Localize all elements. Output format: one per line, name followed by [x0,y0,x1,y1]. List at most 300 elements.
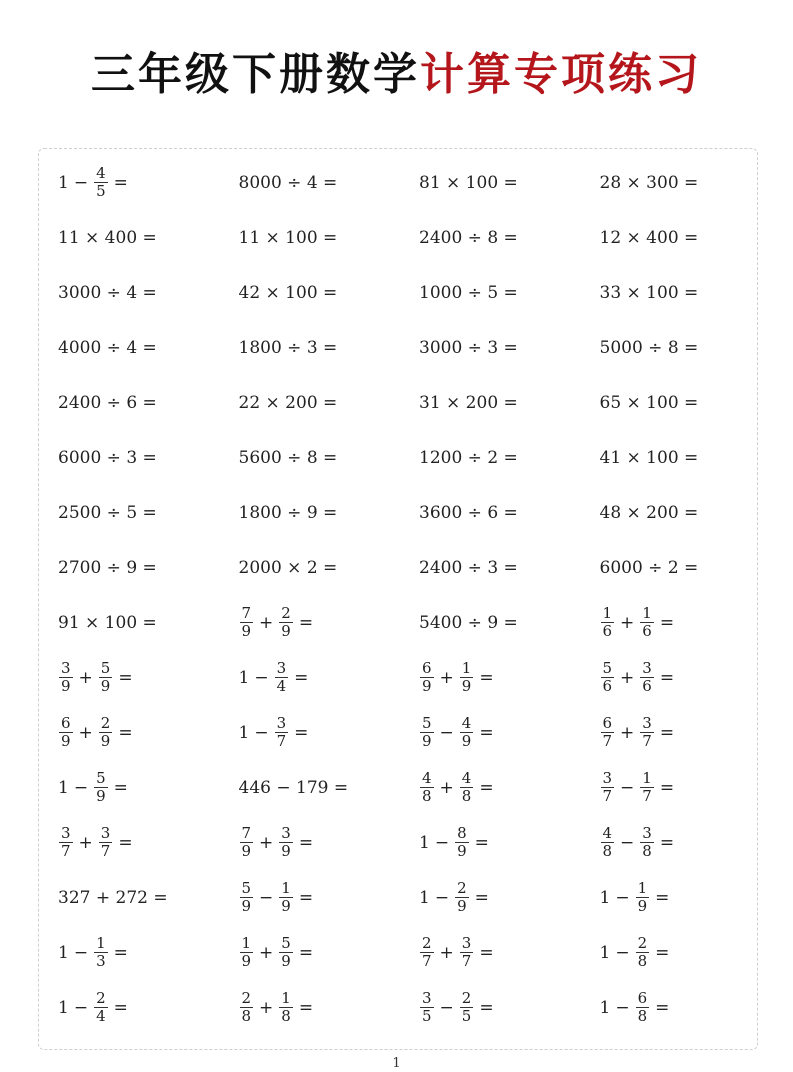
operator: + [620,612,635,633]
exercise-item [239,715,420,750]
operator: − [434,887,450,908]
denominator: 6 [642,622,652,640]
numerator: 2 [96,989,106,1007]
expression-text: 2500 ÷ 5 = [58,502,157,523]
fraction [99,825,113,860]
fraction [640,715,654,750]
fraction [460,770,474,805]
fraction [279,880,293,915]
denominator: 6 [602,677,613,695]
exercise-item [600,715,781,750]
denominator: 4 [276,677,287,695]
exercise-item [419,503,600,523]
expression-text: 5400 ÷ 9 = [419,612,518,633]
expression-text: 31 × 200 = [419,392,518,413]
fraction [240,605,254,640]
exercise-item [600,770,781,805]
expression-text: 3000 ÷ 3 = [419,337,518,358]
fraction [640,660,654,695]
exercise-row [58,540,778,595]
denominator: 5 [96,182,106,200]
fraction [636,880,650,915]
exercise-item [600,503,781,523]
denominator: 9 [457,842,467,860]
fraction [59,825,73,860]
exercise-item [58,935,239,970]
operator: − [73,942,89,963]
denominator: 7 [642,787,652,805]
fraction [94,165,108,200]
operator: = [118,832,133,853]
expression-text: 327 + 272 = [58,887,168,908]
operator: − [73,172,89,193]
exercise-item [419,393,600,413]
fraction [420,660,434,695]
numerator: 2 [100,714,111,732]
fraction [420,715,434,750]
exercise-item [58,613,239,633]
exercise-row [58,595,778,650]
denominator: 4 [96,1007,106,1025]
denominator: 7 [276,732,287,750]
exercise-item [58,283,239,303]
number: 1 [599,887,611,908]
operator: − [439,997,454,1018]
exercise-item [419,825,600,860]
operator: = [118,667,133,688]
expression-text: 1200 ÷ 2 = [419,447,518,468]
fraction [601,605,615,640]
denominator: 8 [241,1007,252,1025]
expression-text: 2700 ÷ 9 = [58,557,157,578]
denominator: 6 [642,677,652,695]
numerator: 1 [96,934,106,952]
fraction [460,990,474,1025]
exercise-item [600,880,781,915]
numerator: 2 [457,879,467,897]
numerator: 1 [281,879,291,897]
exercise-item [600,605,781,640]
fraction [99,660,113,695]
denominator: 9 [281,952,291,970]
numerator: 5 [96,769,106,787]
exercise-item [419,338,600,358]
numerator: 3 [61,659,71,677]
numerator: 1 [461,659,472,677]
numerator: 1 [642,769,652,787]
fraction [460,935,474,970]
fraction [460,660,474,695]
numerator: 3 [642,714,652,732]
fraction [94,935,108,970]
operator: + [620,722,635,743]
operator: − [73,777,89,798]
number: 1 [58,942,69,963]
operator: = [113,777,128,798]
exercise-item [239,228,420,248]
exercise-item [239,503,420,523]
exercise-item [419,283,600,303]
exercise-item [239,173,420,193]
number: 1 [58,997,69,1018]
exercise-item [239,660,420,695]
exercise-item [58,558,239,578]
exercise-item [58,448,239,468]
expression-text: 12 × 400 = [599,227,699,248]
operator: − [73,997,89,1018]
numerator: 5 [422,714,432,732]
expression-text: 42 × 100 = [238,282,338,303]
operator: − [620,777,635,798]
operator: − [615,887,630,908]
exercise-item [239,448,420,468]
title-black-part: 三年级下册数学 [91,49,420,100]
expression-text: 91 × 100 = [58,612,157,633]
operator: = [479,722,494,743]
fraction [279,605,293,640]
expression-text: 8000 ÷ 4 = [238,172,338,193]
expression-text: 2400 ÷ 8 = [419,227,518,248]
denominator: 7 [461,952,472,970]
exercise-item [600,228,781,248]
numerator: 2 [422,934,432,952]
exercise-row [58,815,778,870]
operator: − [620,832,635,853]
expression-text: 2000 × 2 = [238,557,338,578]
numerator: 4 [96,164,106,182]
exercise-row [58,980,778,1035]
numerator: 1 [637,879,648,897]
operator: + [259,612,274,633]
exercise-item [419,770,600,805]
exercise-item [58,888,239,908]
number: 1 [419,887,430,908]
fraction [279,825,293,860]
operator: = [298,997,314,1018]
operator: = [479,777,494,798]
exercise-item [239,880,420,915]
numerator: 2 [637,934,648,952]
fraction [240,935,254,970]
number: 1 [238,722,250,743]
exercise-item [239,935,420,970]
operator: − [439,722,454,743]
expression-text: 22 × 200 = [238,392,338,413]
operator: = [294,667,309,688]
page-title [0,38,793,102]
denominator: 9 [422,732,432,750]
operator: = [479,997,494,1018]
denominator: 9 [241,622,252,640]
title-red-part: 计算专项练习 [420,49,702,100]
exercise-item [600,338,781,358]
exercise-item [239,778,420,798]
denominator: 9 [61,732,71,750]
denominator: 9 [461,732,472,750]
fraction [601,825,615,860]
operator: − [254,667,269,688]
operator: = [655,942,670,963]
operator: = [298,887,314,908]
fraction [94,990,108,1025]
exercise-item [419,228,600,248]
operator: + [259,942,274,963]
exercise-item [419,558,600,578]
denominator: 9 [281,897,291,915]
numerator: 3 [461,934,472,952]
number: 1 [238,667,250,688]
fraction [640,605,654,640]
expression-text: 5600 ÷ 8 = [238,447,338,468]
operator: + [439,777,454,798]
operator: − [615,942,630,963]
exercise-item [600,173,781,193]
operator: = [655,997,670,1018]
denominator: 3 [96,952,106,970]
numerator: 6 [602,714,613,732]
exercise-row [58,705,778,760]
exercise-item [600,990,781,1025]
expression-text: 28 × 300 = [599,172,699,193]
operator: + [78,832,93,853]
exercise-row [58,870,778,925]
exercise-item [239,605,420,640]
expression-text: 5000 ÷ 8 = [599,337,699,358]
number: 1 [58,172,69,193]
exercise-item [600,283,781,303]
fraction [59,660,73,695]
numerator: 6 [61,714,71,732]
fraction [636,990,650,1025]
operator: = [655,887,670,908]
exercise-item [419,173,600,193]
numerator: 4 [461,714,472,732]
exercise-item [58,338,239,358]
operator: = [479,667,494,688]
denominator: 8 [602,842,613,860]
exercise-item [419,880,600,915]
exercise-item [58,660,239,695]
denominator: 9 [96,787,106,805]
numerator: 2 [461,989,472,1007]
fraction [279,935,293,970]
denominator: 9 [100,677,111,695]
fraction [99,715,113,750]
fraction [275,660,289,695]
fraction [420,990,434,1025]
numerator: 3 [642,824,652,842]
denominator: 8 [281,1007,291,1025]
operator: − [434,832,450,853]
denominator: 7 [602,787,613,805]
numerator: 5 [602,659,613,677]
numerator: 1 [281,989,291,1007]
fraction [240,880,254,915]
numerator: 3 [281,824,291,842]
operator: = [118,722,133,743]
page-number: 1 [392,1056,401,1071]
number: 1 [599,997,611,1018]
numerator: 6 [637,989,648,1007]
expression-text: 65 × 100 = [599,392,699,413]
exercise-row [58,925,778,980]
operator: = [113,942,128,963]
expression-text: 1000 ÷ 5 = [419,282,518,303]
denominator: 8 [637,1007,648,1025]
operator: − [259,887,274,908]
numerator: 3 [642,659,652,677]
numerator: 3 [100,824,111,842]
expression-text: 446 − 179 = [238,777,349,798]
fraction [279,990,293,1025]
operator: + [259,832,274,853]
exercise-item [58,990,239,1025]
exercise-item [600,935,781,970]
operator: + [439,667,454,688]
number: 1 [58,777,69,798]
exercise-item [600,448,781,468]
denominator: 5 [461,1007,472,1025]
numerator: 6 [422,659,432,677]
exercise-row [58,210,778,265]
denominator: 7 [61,842,71,860]
denominator: 7 [100,842,111,860]
numerator: 2 [241,989,252,1007]
denominator: 9 [241,842,252,860]
fraction [460,715,474,750]
expression-text: 11 × 400 = [58,227,157,248]
exercise-item [419,715,600,750]
operator: = [659,777,675,798]
denominator: 7 [422,952,432,970]
denominator: 8 [422,787,432,805]
numerator: 2 [281,604,291,622]
expression-text: 2400 ÷ 6 = [58,392,157,413]
operator: + [78,722,93,743]
denominator: 5 [422,1007,432,1025]
exercise-item [58,165,239,200]
fraction [455,880,469,915]
exercise-item [58,393,239,413]
operator: = [659,832,675,853]
exercise-row [58,375,778,430]
operator: = [474,832,489,853]
numerator: 8 [457,824,467,842]
operator: = [113,997,128,1018]
numerator: 7 [241,604,252,622]
expression-text: 81 × 100 = [419,172,518,193]
exercise-item [58,503,239,523]
operator: = [113,172,128,193]
operator: = [474,887,489,908]
numerator: 3 [602,769,613,787]
expression-text: 3000 ÷ 4 = [58,282,157,303]
expression-text: 6000 ÷ 3 = [58,447,157,468]
exercise-item [239,558,420,578]
numerator: 1 [602,604,613,622]
denominator: 9 [281,842,291,860]
exercise-item [239,990,420,1025]
denominator: 9 [422,677,432,695]
numerator: 4 [422,769,432,787]
expression-text: 3600 ÷ 6 = [419,502,518,523]
denominator: 9 [637,897,648,915]
numerator: 3 [61,824,71,842]
fraction [240,825,254,860]
exercise-row [58,485,778,540]
denominator: 8 [461,787,472,805]
operator: = [294,722,309,743]
exercise-item [419,935,600,970]
exercise-item [419,448,600,468]
expression-text: 33 × 100 = [599,282,699,303]
exercise-item [58,715,239,750]
fraction [640,770,654,805]
expression-text: 48 × 200 = [599,502,699,523]
numerator: 1 [642,604,652,622]
expression-text: 41 × 100 = [599,447,699,468]
fraction [640,825,654,860]
exercise-item [600,393,781,413]
numerator: 4 [602,824,613,842]
exercise-row [58,430,778,485]
numerator: 4 [461,769,472,787]
exercise-item [419,660,600,695]
operator: = [659,722,675,743]
operator: + [620,667,635,688]
exercise-item [58,770,239,805]
exercise-item [600,825,781,860]
exercise-row [58,320,778,375]
numerator: 3 [276,659,287,677]
operator: = [298,832,314,853]
exercise-row [58,155,778,210]
operator: − [254,722,269,743]
numerator: 5 [241,879,252,897]
numerator: 7 [241,824,252,842]
expression-text: 11 × 100 = [238,227,338,248]
fraction [636,935,650,970]
denominator: 9 [100,732,111,750]
denominator: 9 [241,897,252,915]
numerator: 1 [241,934,252,952]
fraction [601,715,615,750]
numerator: 5 [100,659,111,677]
exercise-item [239,825,420,860]
denominator: 9 [457,897,467,915]
expression-text: 1800 ÷ 9 = [238,502,338,523]
exercise-item [600,558,781,578]
exercise-row [58,760,778,815]
denominator: 7 [642,732,652,750]
denominator: 9 [461,677,472,695]
exercise-item [239,393,420,413]
numerator: 5 [281,934,291,952]
operator: + [78,667,93,688]
number: 1 [599,942,611,963]
operator: − [615,997,630,1018]
expression-text: 1800 ÷ 3 = [238,337,338,358]
denominator: 8 [642,842,652,860]
expression-text: 4000 ÷ 4 = [58,337,157,358]
fraction [601,660,615,695]
operator: = [479,942,494,963]
operator: = [659,667,675,688]
exercise-grid [58,155,778,1035]
fraction [420,935,434,970]
expression-text: 6000 ÷ 2 = [599,557,699,578]
operator: + [439,942,454,963]
